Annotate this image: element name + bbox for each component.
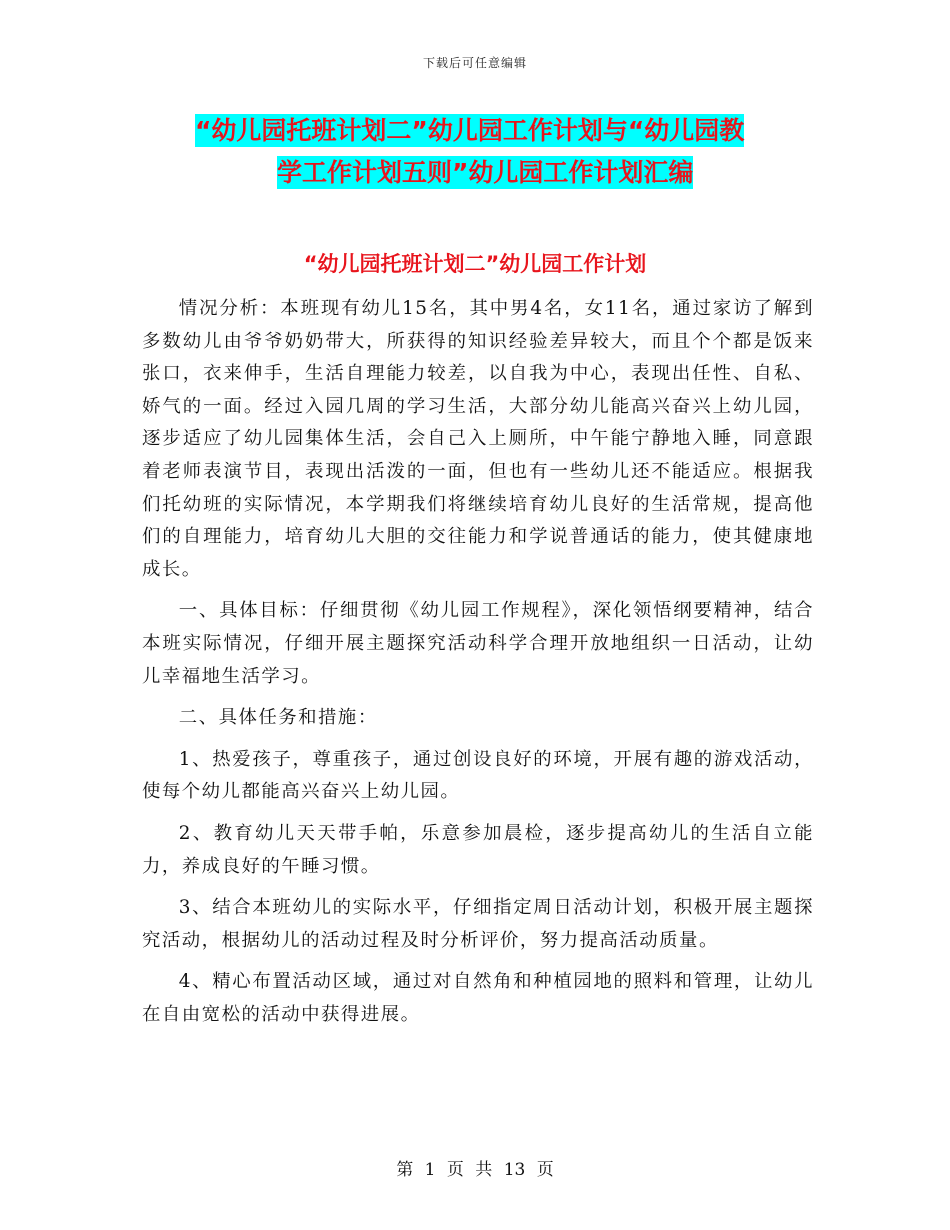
document-title-line-1 bbox=[195, 110, 815, 152]
page-header: 下载后可任意编辑 bbox=[422, 56, 527, 70]
paragraph-tasks-heading: 二、具体任务和措施： bbox=[178, 707, 378, 729]
document-body bbox=[142, 293, 814, 1031]
section-title: “幼儿园托班计划二”幼儿园工作计划 bbox=[303, 252, 647, 276]
page-footer: 第 1 页 共 13 页 bbox=[396, 1160, 554, 1180]
document-title bbox=[195, 110, 815, 194]
title-highlight-1: “幼儿园托班计划二”幼儿园工作计划与“幼儿园教 bbox=[195, 116, 745, 145]
paragraph-task-4: 4、精心布置活动区域，通过对自然角和种植园地的照料和管理，让幼儿在自由宽松的活动中获得进展。 bbox=[142, 971, 814, 1025]
paragraph-specific-goals: 一、具体目标：仔细贯彻《幼儿园工作规程》，深化领悟纲要精神，结合本班实际情况，仔细开展主题探究活动科学合理开放地组织一日活动，让幼儿幸福地生活学习。 bbox=[142, 600, 814, 687]
title-highlight-2: 学工作计划五则”幼儿园工作计划汇编 bbox=[277, 158, 694, 187]
paragraph-situation-analysis: 情况分析：本班现有幼儿15名，其中男4名，女11名，通过家访了解到多数幼儿由爷爷奶奶带大，所获得的知识经验差异较大，而且个个都是饭来张口，衣来伸手，生活自理能力较差，以自我为中心，表现出任性、自私、娇气的一面。经过入园几周的学习生活，大部分幼儿能高兴奋兴上幼儿园，逐步适应了幼儿园集体生活，会自己入上厕所，中午能宁静地入睡，同意跟着老师表演节目，表现出活泼的一面，但也有一些幼儿还不能适应。根据我们托幼班的实际情况，本学期我们将继续培育幼儿良好的生活常规，提高他们的自理能力，培育幼儿大胆的交往能力和学说普通话的能力，使其健康地成长。 bbox=[142, 298, 814, 580]
paragraph-task-3: 3、结合本班幼儿的实际水平，仔细指定周日活动计划，积极开展主题探究活动，根据幼儿的活动过程及时分析评价，努力提高活动质量。 bbox=[142, 897, 814, 951]
paragraph-task-1: 1、热爱孩子，尊重孩子，通过创设良好的环境，开展有趣的游戏活动，使每个幼儿都能高兴奋兴上幼儿园。 bbox=[142, 748, 814, 803]
paragraph-task-2: 2、教育幼儿天天带手帕，乐意参加晨检，逐步提高幼儿的生活自立能力，养成良好的午睡习惯。 bbox=[142, 822, 814, 877]
document-title-line-2 bbox=[277, 152, 815, 194]
